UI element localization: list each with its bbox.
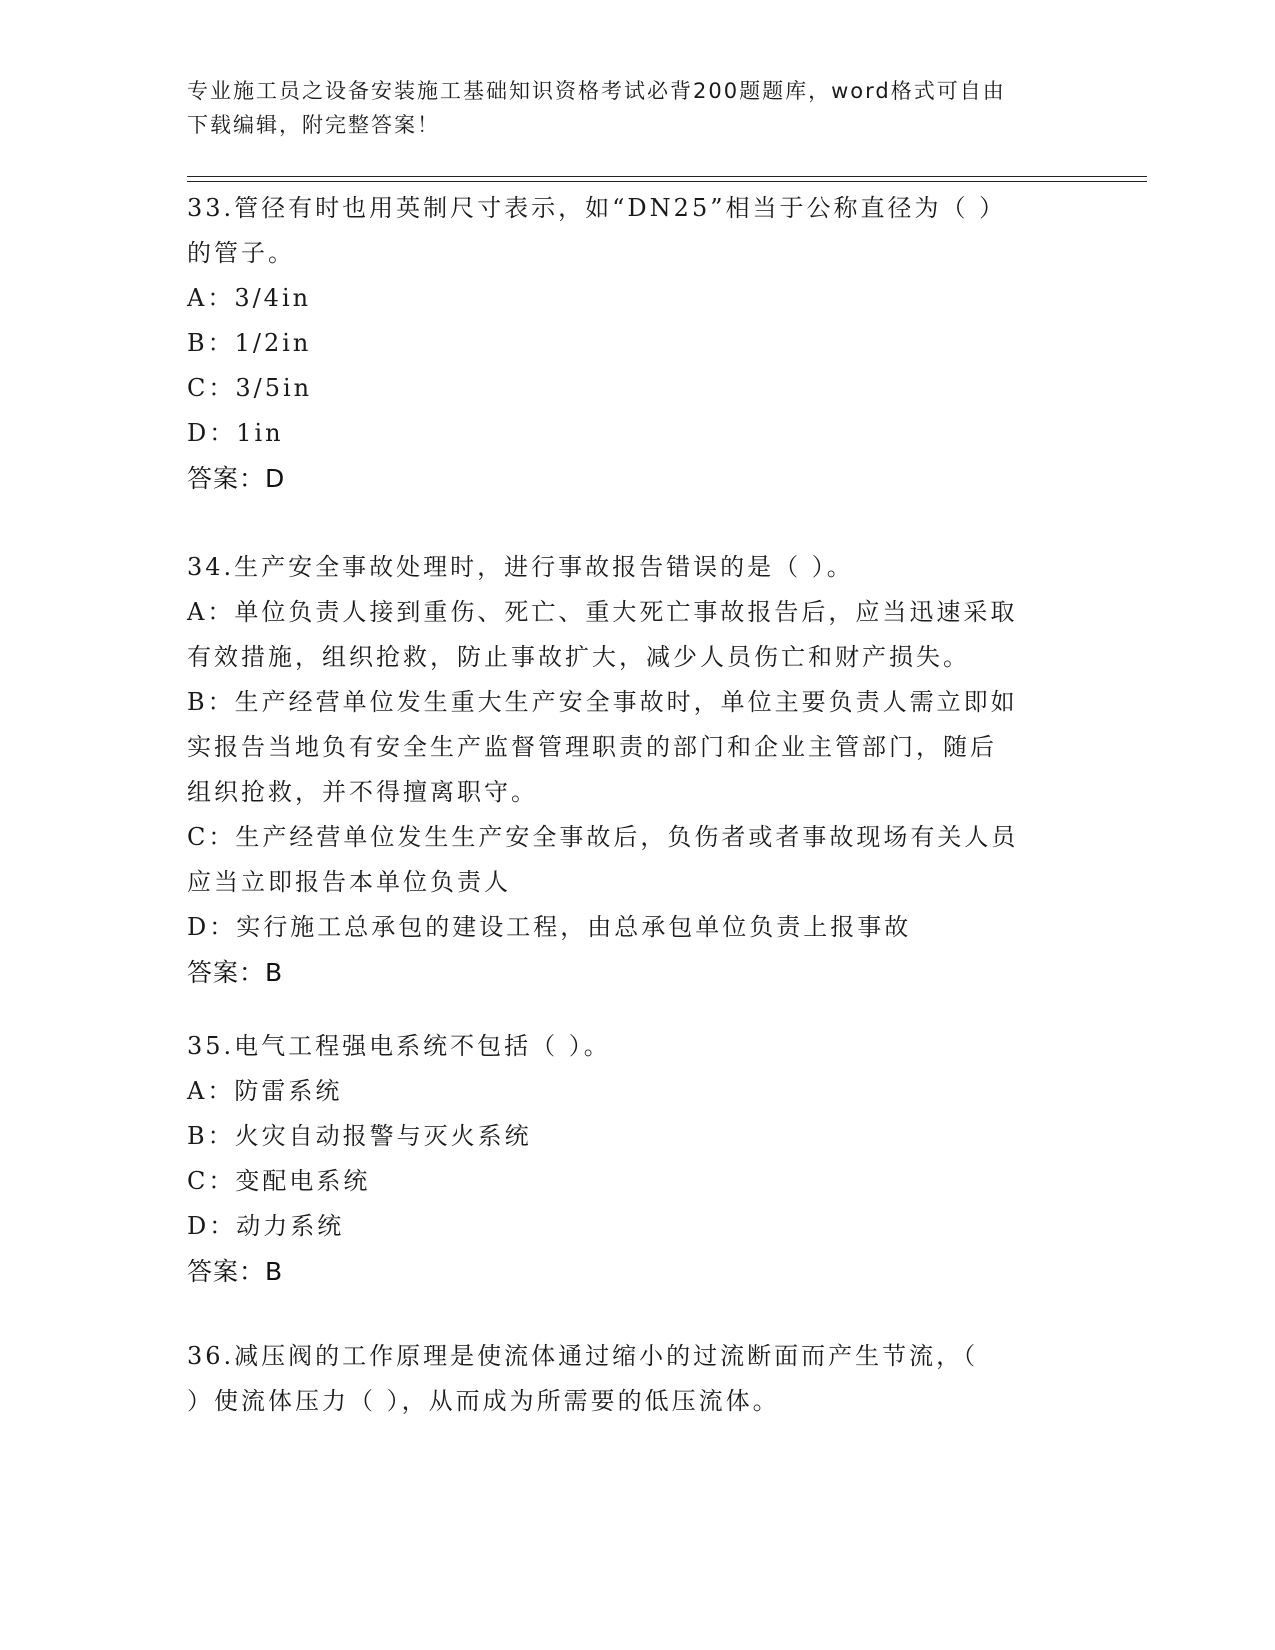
question-text-line: 36.减压阀的工作原理是使流体通过缩小的过流断面而产生节流，（ [187, 1342, 979, 1370]
option-c-cont: 应当立即报告本单位负责人 [187, 868, 511, 896]
option-b: B：生产经营单位发生重大生产安全事故时，单位主要负责人需立即如 [187, 688, 1018, 716]
option-b: B：1/2in [187, 329, 312, 357]
header-divider-top [187, 176, 1147, 177]
option-c: C：变配电系统 [187, 1167, 371, 1195]
question-text-line: 34.生产安全事故处理时，进行事故报告错误的是（ ）。 [187, 553, 854, 581]
answer-label: 答案：B [187, 1257, 284, 1286]
question-36 [187, 1334, 1087, 1424]
question-text-line: 35.电气工程强电系统不包括（ ）。 [187, 1032, 611, 1060]
option-b-cont: 实报告当地负有安全生产监督管理职责的部门和企业主管部门，随后 [187, 733, 997, 761]
header-line-1: 专业施工员之设备安装施工基础知识资格考试必背200题题库，word格式可自由 [187, 79, 1006, 103]
option-a: A：单位负责人接到重伤、死亡、重大死亡事故报告后，应当迅速采取 [187, 598, 1018, 626]
answer-label: 答案：B [187, 958, 284, 987]
document-header [187, 74, 1087, 142]
header-divider-bottom [187, 181, 1147, 182]
option-d: D：动力系统 [187, 1212, 345, 1240]
option-a-cont: 有效措施，组织抢救，防止事故扩大，减少人员伤亡和财产损失。 [187, 643, 970, 671]
question-34 [187, 545, 1087, 995]
header-line-2: 下载编辑，附完整答案！ [187, 113, 440, 137]
answer-label: 答案：D [187, 464, 286, 493]
option-d: D：实行施工总承包的建设工程，由总承包单位负责上报事故 [187, 913, 912, 941]
option-a: A：3/4in [187, 284, 312, 312]
question-35 [187, 1024, 1087, 1294]
question-text-line: ）使流体压力（ ），从而成为所需要的低压流体。 [187, 1387, 780, 1415]
option-d: D：1in [187, 419, 284, 447]
option-c: C：3/5in [187, 374, 313, 402]
option-b: B：火灾自动报警与灭火系统 [187, 1122, 532, 1150]
question-33 [187, 186, 1087, 501]
question-text-line: 的管子。 [187, 239, 295, 267]
option-b-cont: 组织抢救，并不得擅离职守。 [187, 778, 538, 806]
option-c: C：生产经营单位发生生产安全事故后，负伤者或者事故现场有关人员 [187, 823, 1019, 851]
option-a: A：防雷系统 [187, 1077, 343, 1105]
question-text-line: 33.管径有时也用英制尺寸表示，如“DN25”相当于公称直径为（ ） [187, 194, 1007, 222]
